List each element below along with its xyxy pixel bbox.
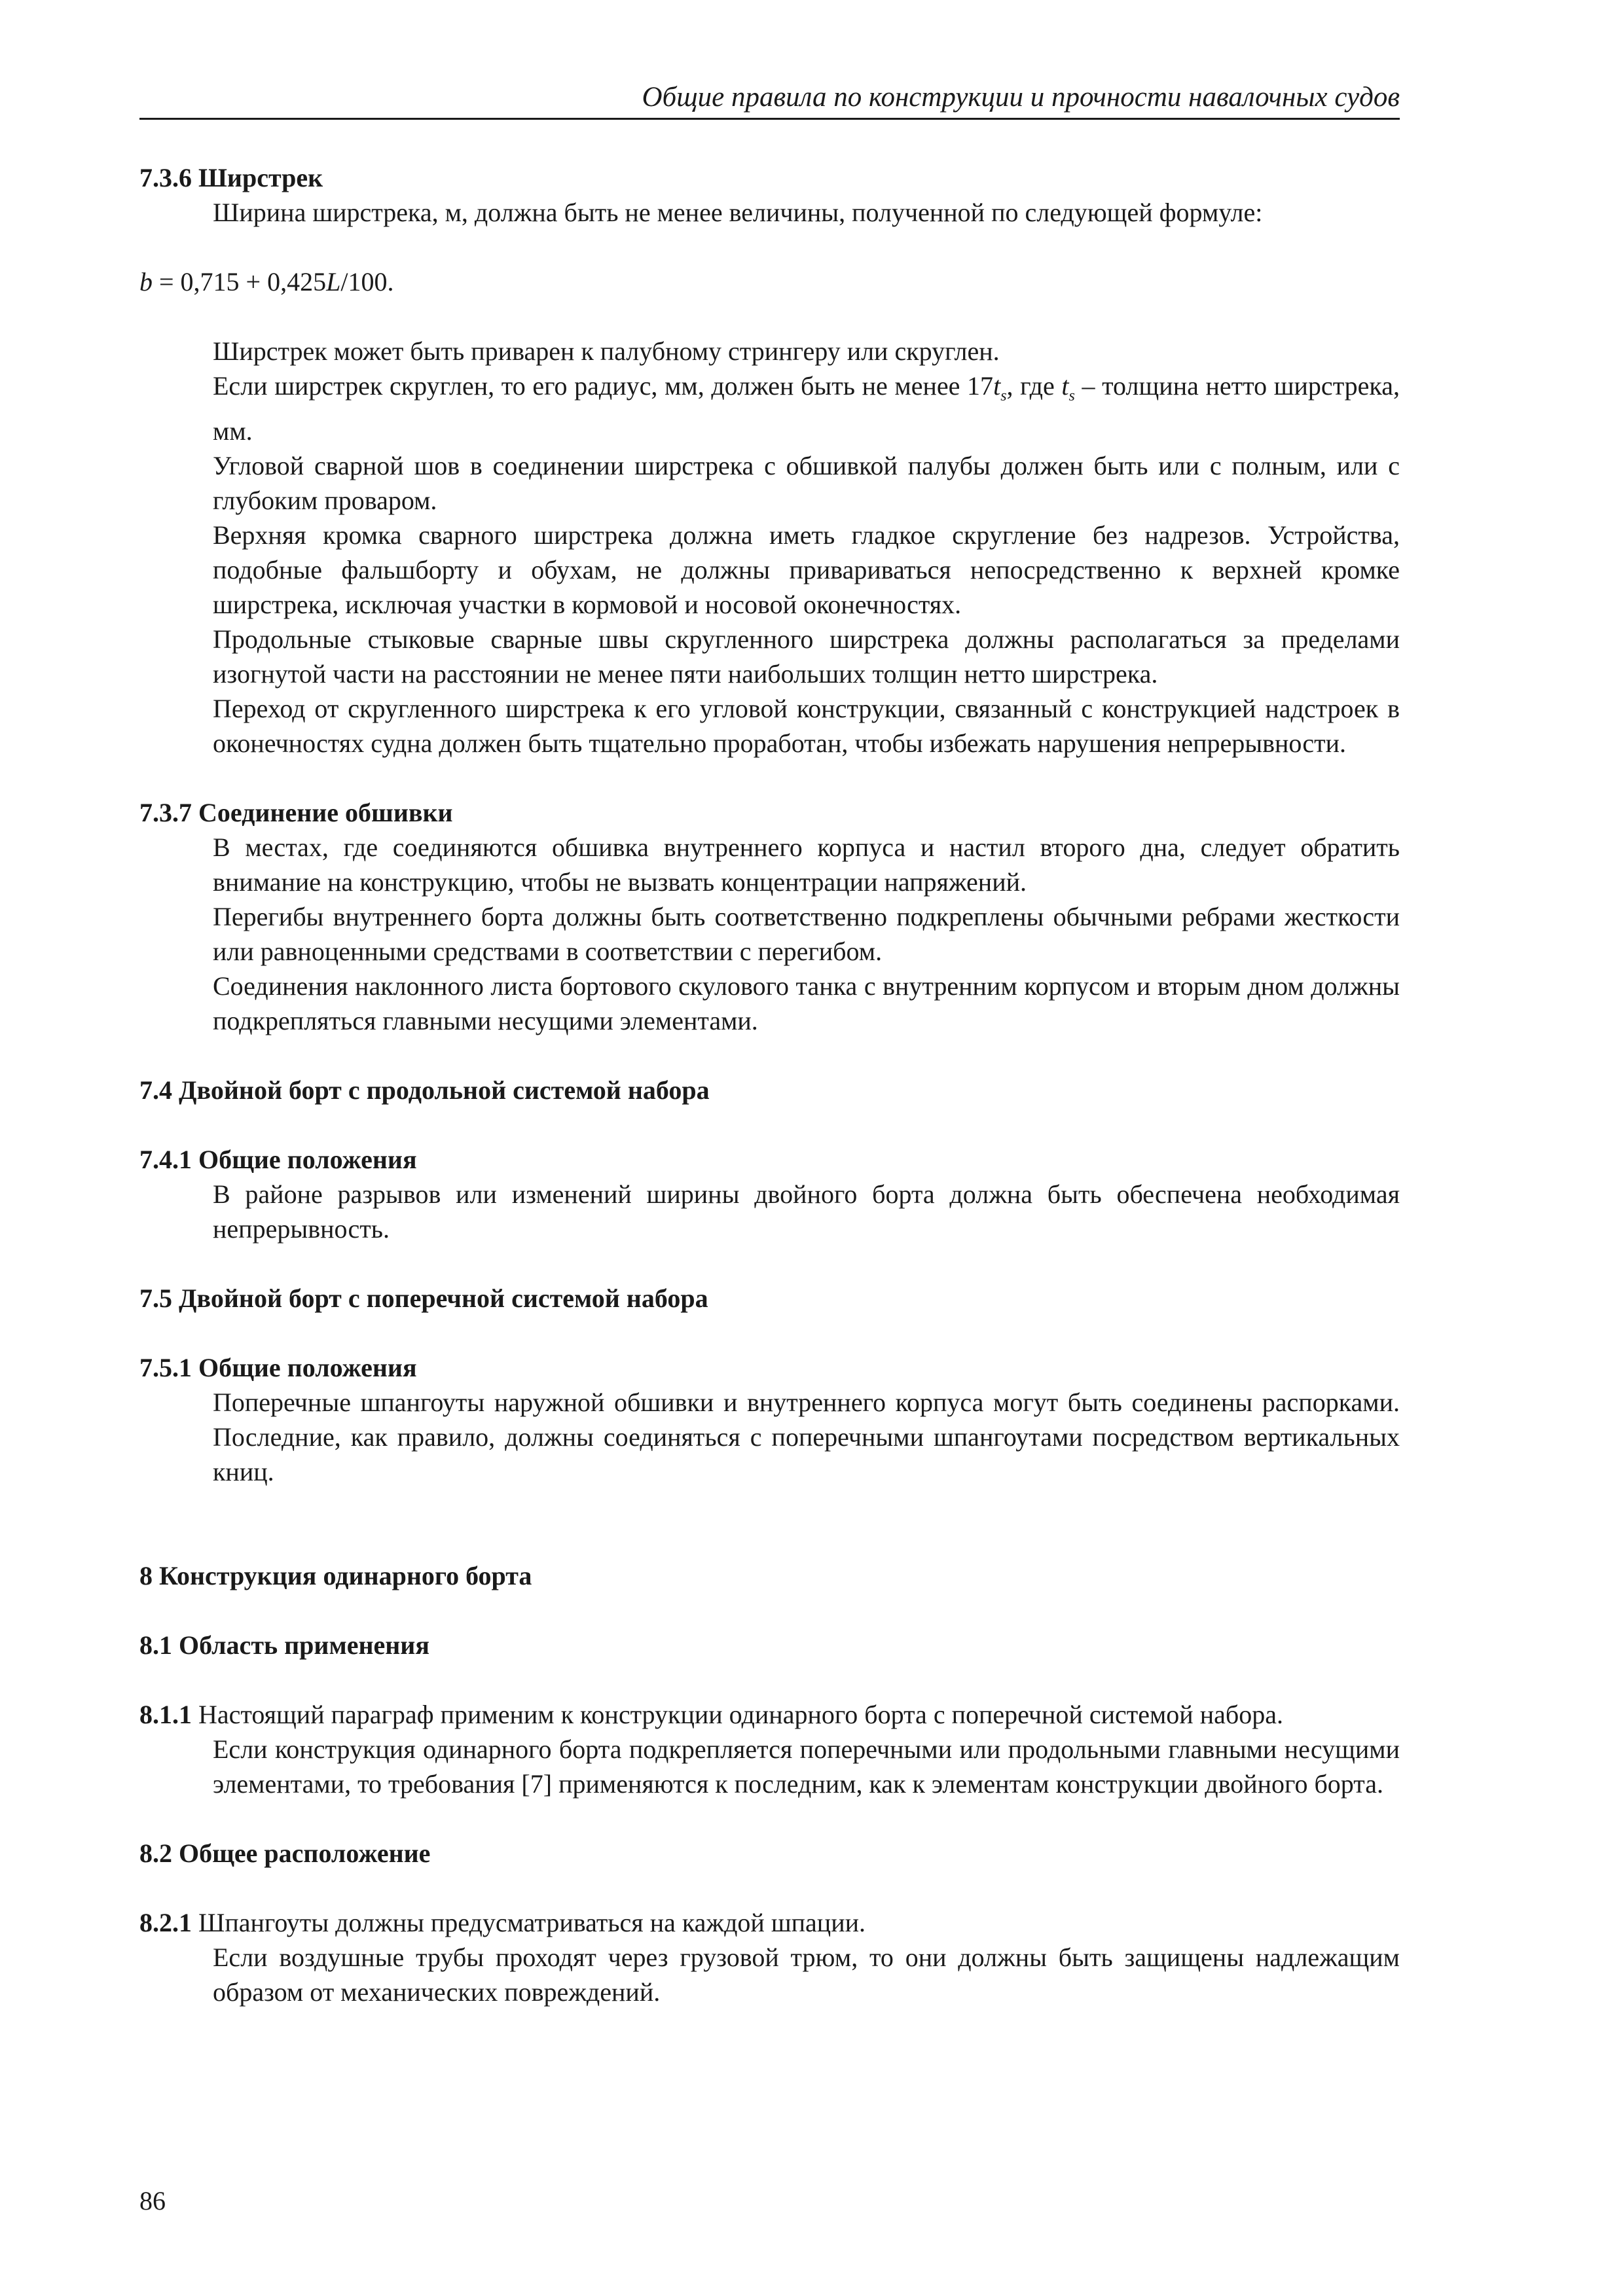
formula-var: L — [326, 267, 341, 296]
clause-number: 8.1.1 — [139, 1700, 192, 1729]
paragraph: В местах, где соединяются обшивка внутреннего корпуса и настил второго дна, следует обратить внимание на конструкцию, чтобы не вызвать концентрации напряжений. — [213, 833, 1400, 897]
paragraph: Ширина ширстрека, м, должна быть не менее величины, полученной по следующей формуле: — [213, 198, 1263, 227]
section-heading-8-1: 8.1 Область применения — [139, 1630, 429, 1660]
section-heading-7-3-7: 7.3.7 Соединение обшивки — [139, 798, 453, 827]
paragraph-8-1-1: 8.1.1 Настоящий параграф применим к конструкции одинарного борта с поперечной системой набора. — [139, 1700, 1283, 1729]
running-title: Общие правила по конструкции и прочности навалочных судов — [642, 82, 1400, 113]
formula-mid: = 0,715 + 0,425 — [153, 267, 327, 296]
paragraph: Если конструкция одинарного борта подкрепляется поперечными или продольными главными несущими элементами, то требования [7] применяются к последним, как к элементам конструкции двойного борта. — [213, 1734, 1400, 1799]
clause-number: 8.2.1 — [139, 1908, 192, 1937]
paragraph: Продольные стыковые сварные швы скругленного ширстрека должны располагаться за пределами изогнутой части на расстоянии не менее пяти наибольших толщин нетто ширстрека. — [213, 624, 1400, 689]
section-heading-7-3-6: 7.3.6 Ширстрек — [139, 163, 323, 192]
paragraph: Перегибы внутреннего борта должны быть соответственно подкреплены обычными ребрами жесткости или равноценными средствами в соответствии с перегибом. — [213, 902, 1400, 966]
paragraph: Верхняя кромка сварного ширстрека должна иметь гладкое скругление без надрезов. Устройства, подобные фальшборту и обухам, не должны привариваться непосредственно к верхней кромке ширстрека, исключая участки в кормовой и носовой оконечностях. — [213, 520, 1400, 619]
paragraph-8-2-1: 8.2.1 Шпангоуты должны предусматриваться на каждой шпации. — [139, 1908, 866, 1937]
paragraph: Если воздушные трубы проходят через грузовой трюм, то они должны быть защищены надлежащим образом от механических повреждений. — [213, 1943, 1400, 2007]
section-heading-7-5: 7.5 Двойной борт с поперечной системой набора — [139, 1283, 708, 1313]
running-header — [139, 77, 1400, 120]
formula — [139, 264, 1400, 299]
paragraph: Переход от скругленного ширстрека к его угловой конструкции, связанный с конструкцией надстроек в оконечностях судна должен быть тщательно проработан, чтобы избежать нарушения непрерывности. — [213, 694, 1400, 758]
paragraph: Ширстрек может быть приварен к палубному стрингеру или скруглен. — [213, 336, 1000, 366]
paragraph: Соединения наклонного листа бортового скулового танка с внутренним корпусом и вторым дном должны подкрепляться главными несущими элементами. — [213, 971, 1400, 1035]
section-heading-7-5-1: 7.5.1 Общие положения — [139, 1353, 417, 1382]
section-heading-8: 8 Конструкция одинарного борта — [139, 1561, 532, 1590]
section-heading-7-4-1: 7.4.1 Общие положения — [139, 1145, 417, 1174]
paragraph: Поперечные шпангоуты наружной обшивки и внутреннего корпуса могут быть соединены распорками. Последние, как правило, должны соединяться с поперечными шпангоутами посредством вертикальных книц. — [213, 1388, 1400, 1486]
formula-end: /100. — [340, 267, 394, 296]
formula-lhs: b — [139, 267, 153, 296]
paragraph: Угловой сварной шов в соединении ширстрека с обшивкой палубы должен быть или с полным, или с глубоким проваром. — [213, 451, 1400, 515]
paragraph-radius: Если ширстрек скруглен, то его радиус, мм, должен быть не менее $17t_s$, где $t_s$ – толщина нетто ширстрека, мм. — [213, 371, 1400, 446]
page-number: 86 — [139, 2186, 166, 2215]
section-heading-7-4: 7.4 Двойной борт с продольной системой набора — [139, 1075, 710, 1105]
page-body — [139, 160, 1400, 2009]
paragraph: В районе разрывов или изменений ширины двойного борта должна быть обеспечена необходимая непрерывность. — [213, 1179, 1400, 1244]
section-heading-8-2: 8.2 Общее расположение — [139, 1839, 431, 1868]
